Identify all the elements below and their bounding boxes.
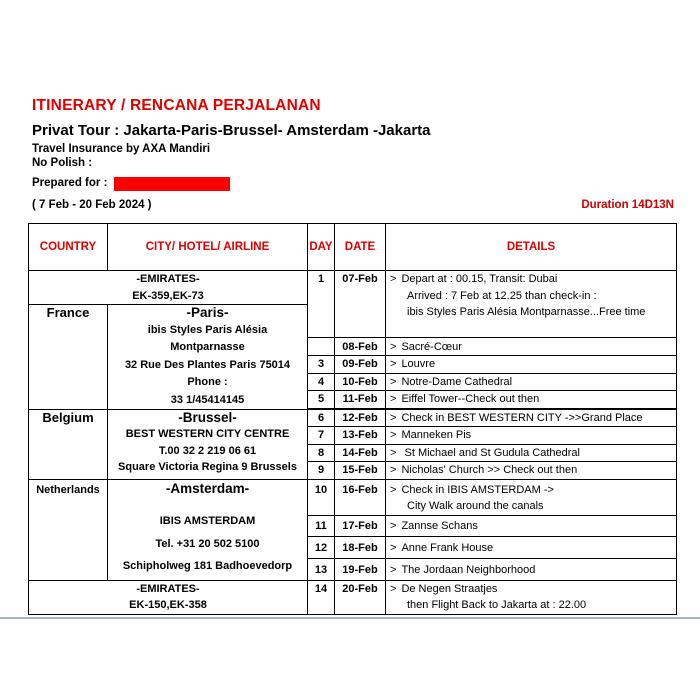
day-cell [308, 338, 335, 356]
details-cell: > Manneken Pis [386, 427, 677, 445]
details-cell: > Sacré-Cœur [386, 338, 677, 356]
table-row [29, 479, 677, 515]
header-details: DETAILS [386, 224, 677, 271]
emirates-outbound: -EMIRATES- EK-359,EK-73 [29, 271, 308, 305]
prepared-for-label: Prepared for : [32, 177, 108, 189]
table-row [29, 271, 677, 305]
country-france: France [29, 305, 108, 410]
details-cell: > Nicholas' Church >> Check out then [386, 462, 677, 480]
insurance-line: Travel Insurance by AXA Mandiri [32, 143, 211, 155]
date-cell: 16-Feb [335, 479, 386, 515]
details-cell: > Louvre [386, 356, 677, 374]
day-cell: 6 [308, 409, 335, 427]
itinerary-table [28, 223, 677, 615]
details-cell: > The Jordaan Neighborhood [386, 558, 677, 580]
header-date: DATE [335, 224, 386, 271]
table-header-row [29, 224, 677, 271]
day-cell: 4 [308, 373, 335, 391]
date-cell: 14-Feb [335, 444, 386, 462]
header-city-hotel: CITY/ HOTEL/ AIRLINE [108, 224, 308, 271]
day-cell: 1 [308, 271, 335, 338]
day-cell: 11 [308, 515, 335, 536]
redacted-name [114, 177, 230, 191]
tour-subtitle: Privat Tour : Jakarta-Paris-Brussel- Amsterdam -Jakarta [32, 122, 431, 139]
hotel-paris: -Paris- ibis Styles Paris Alésia Montparnasse 32 Rue Des Plantes Paris 75014 Phone : 33 1/45414145 [108, 305, 308, 410]
hotel-brussel: -Brussel- BEST WESTERN CITY CENTRE T.00 32 2 219 06 61 Square Victoria Regina 9 Brussels [108, 409, 308, 479]
country-netherlands: Netherlands [29, 479, 108, 580]
date-cell: 17-Feb [335, 515, 386, 536]
day-cell: 8 [308, 444, 335, 462]
date-cell: 11-Feb [335, 391, 386, 409]
date-cell: 15-Feb [335, 462, 386, 480]
day-cell: 13 [308, 558, 335, 580]
details-cell: > Check in IBIS AMSTERDAM -> City Walk around the canals [386, 479, 677, 515]
date-cell: 18-Feb [335, 536, 386, 558]
date-cell: 20-Feb [335, 580, 386, 614]
header-country: COUNTRY [29, 224, 108, 271]
details-cell: > De Negen Straatjes then Flight Back to Jakarta at : 22.00 [386, 580, 677, 614]
day-cell: 9 [308, 462, 335, 480]
polish-line: No Polish : [32, 157, 93, 169]
country-belgium: Belgium [29, 409, 108, 479]
date-cell: 08-Feb [335, 338, 386, 356]
emirates-return: -EMIRATES- EK-150,EK-358 [29, 580, 308, 614]
date-cell: 12-Feb [335, 409, 386, 427]
details-cell: > Depart at : 00.15, Transit: Dubai Arrived : 7 Feb at 12.25 than check-in : ibis Styles Paris Alésia Montparnasse...Free time [386, 271, 677, 338]
details-cell: > Zannse Schans [386, 515, 677, 536]
details-cell: > Notre-Dame Cathedral [386, 373, 677, 391]
day-cell: 12 [308, 536, 335, 558]
day-cell: 10 [308, 479, 335, 515]
date-cell: 13-Feb [335, 427, 386, 445]
date-cell: 09-Feb [335, 356, 386, 374]
day-cell: 14 [308, 580, 335, 614]
date-cell: 19-Feb [335, 558, 386, 580]
details-cell: > Check in BEST WESTERN CITY ->>Grand Place [386, 409, 677, 427]
details-cell: > Eiffel Tower--Check out then [386, 391, 677, 409]
date-cell: 10-Feb [335, 373, 386, 391]
day-cell: 7 [308, 427, 335, 445]
day-cell: 5 [308, 391, 335, 409]
table-row [29, 580, 677, 614]
page-bottom-rule [0, 617, 700, 619]
day-cell: 3 [308, 356, 335, 374]
table-row [29, 409, 677, 427]
header-day: DAY [308, 224, 335, 271]
hotel-amsterdam: -Amsterdam- IBIS AMSTERDAM Tel. +31 20 502 5100 Schipholweg 181 Badhoevedorp [108, 479, 308, 580]
trip-dates: ( 7 Feb - 20 Feb 2024 ) [32, 199, 152, 211]
date-cell: 07-Feb [335, 271, 386, 338]
details-cell: > Anne Frank House [386, 536, 677, 558]
details-cell: > St Michael and St Gudula Cathedral [386, 444, 677, 462]
itinerary-title: ITINERARY / RENCANA PERJALANAN [32, 97, 321, 114]
duration-label: Duration 14D13N [581, 199, 674, 211]
